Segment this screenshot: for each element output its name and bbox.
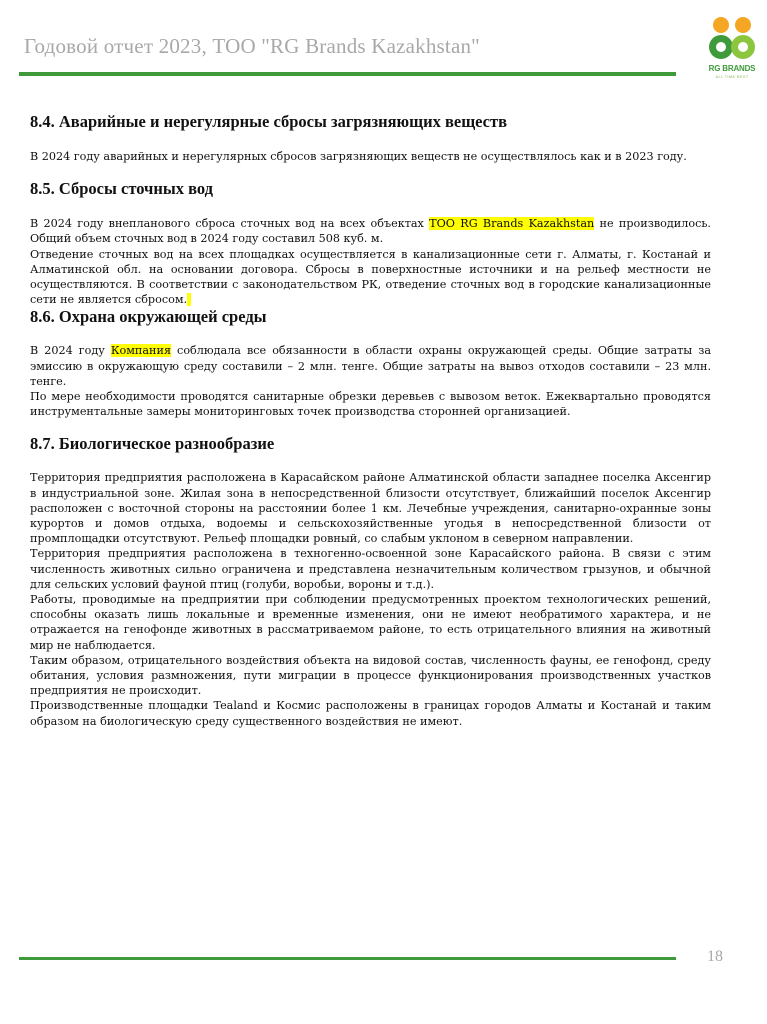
highlighted-company-word: Компания (110, 344, 172, 358)
page-content (30, 108, 711, 729)
section-8-5-paragraph-2 (30, 247, 711, 308)
text-run: Отведение сточных вод на всех площадках осуществляется в канализационные сети г. Алматы, г. Костанай и Алматинской обл. на основании договора. Сбросы в поверхностные источники и на рельеф местности не осуществляются. В соответствии с законодательством РК, отведение сточных вод в городские канализационные сети не является сбросом. (30, 247, 711, 307)
rg-brands-logo (703, 12, 761, 86)
text-run: В 2024 году внепланового сброса сточных вод на всех объектах (30, 217, 430, 231)
section-8-6-paragraph-2: По мере необходимости проводятся санитарные обрезки деревьев с вывозом веток. Ежеквартально проводятся инструментальные замеры мониторинговых точек производства сторонней организацией. (30, 390, 711, 419)
footer-divider (19, 957, 676, 960)
page-number: 18 (707, 948, 723, 965)
section-heading-8-4: 8.4. Аварийные и нерегулярные сбросы загрязняющих веществ (30, 112, 507, 131)
section-8-6-paragraph-1 (30, 343, 711, 389)
highlighted-company-name: ТОО RG Brands Kazakhstan (429, 217, 595, 231)
report-header-title: Годовой отчет 2023, ТОО "RG Brands Kazakhstan" (24, 34, 480, 58)
text-run: В 2024 году (30, 344, 111, 358)
section-8-5-paragraph-1 (30, 216, 711, 246)
text-run: соблюдала все обязанности в области охраны окружающей среды. Общие затраты за эмиссию в окружающую среду составили – 2 млн. тенге. Общие затраты на вывоз отходов составили – 23 млн. тенге. (30, 344, 711, 388)
section-8-7-paragraph-5: Производственные площадки Tealand и Космис расположены в границах городов Алматы и Костанай и таким образом на биологическую среду существенного воздействия не имеют. (30, 699, 711, 728)
section-heading-8-5: 8.5. Сбросы сточных вод (30, 179, 214, 199)
text-run: не производилось. Общий объем сточных вод в 2024 году составил 508 куб. м. (30, 217, 711, 246)
logo-text: RG BRANDS (708, 64, 756, 73)
section-heading-8-7: 8.7. Биологическое разнообразие (30, 434, 275, 454)
section-8-7-paragraph-1: Территория предприятия расположена в Карасайском районе Алматинской области западнее поселка Аксенгир в индустриальной зоне. Жилая зона в непосредственной близости отсутствует, ближайший поселок Аксенгир расположен с восточной стороны на расстоянии более 1 км. Лечебные учреждения, санитарно-охранные зоны курортов и домов отдыха, водоемы и сельскохозяйственные угодья в непосредственной близости от промплощадки отсутствуют. Рельеф площадки ровный, со слабым уклоном в северном направлении. (30, 471, 711, 546)
section-8-7-paragraph-3: Работы, проводимые на предприятии при соблюдении предусмотренных проектом технологических решений, способны оказать лишь локальные и временные изменения, они не имеют необратимого характера, и не отражается на генофонде животных в рассматриваемом районе, то есть отрицательного влияния на животный мир не наблюдается. (30, 593, 711, 652)
logo-subtext: ALL TIME BEST (715, 74, 749, 79)
rg-brands-logo-icon (703, 12, 761, 64)
highlight-mark (187, 293, 191, 306)
section-8-4-paragraph: В 2024 году аварийных и нерегулярных сбросов загрязняющих веществ не осуществлялось как и в 2023 году. (30, 150, 687, 163)
section-8-7-paragraph-2: Территория предприятия расположена в техногенно-освоенной зоне Карасайского района. В связи с этим численность животных сильно ограничена и представлена незначительным количеством грызунов, и обычной для сельских условий фауной птиц (голуби, воробьи, вороны и т.д.). (30, 547, 711, 591)
header-divider (19, 72, 676, 76)
section-8-7-paragraph-4: Таким образом, отрицательного воздействия объекта на видовой состав, численность фауны, ее генофонд, среду обитания, условия размножения, пути миграции в процессе функционирования производственных участков предприятия не происходит. (30, 653, 711, 698)
section-heading-8-6: 8.6. Охрана окружающей среды (30, 307, 267, 327)
